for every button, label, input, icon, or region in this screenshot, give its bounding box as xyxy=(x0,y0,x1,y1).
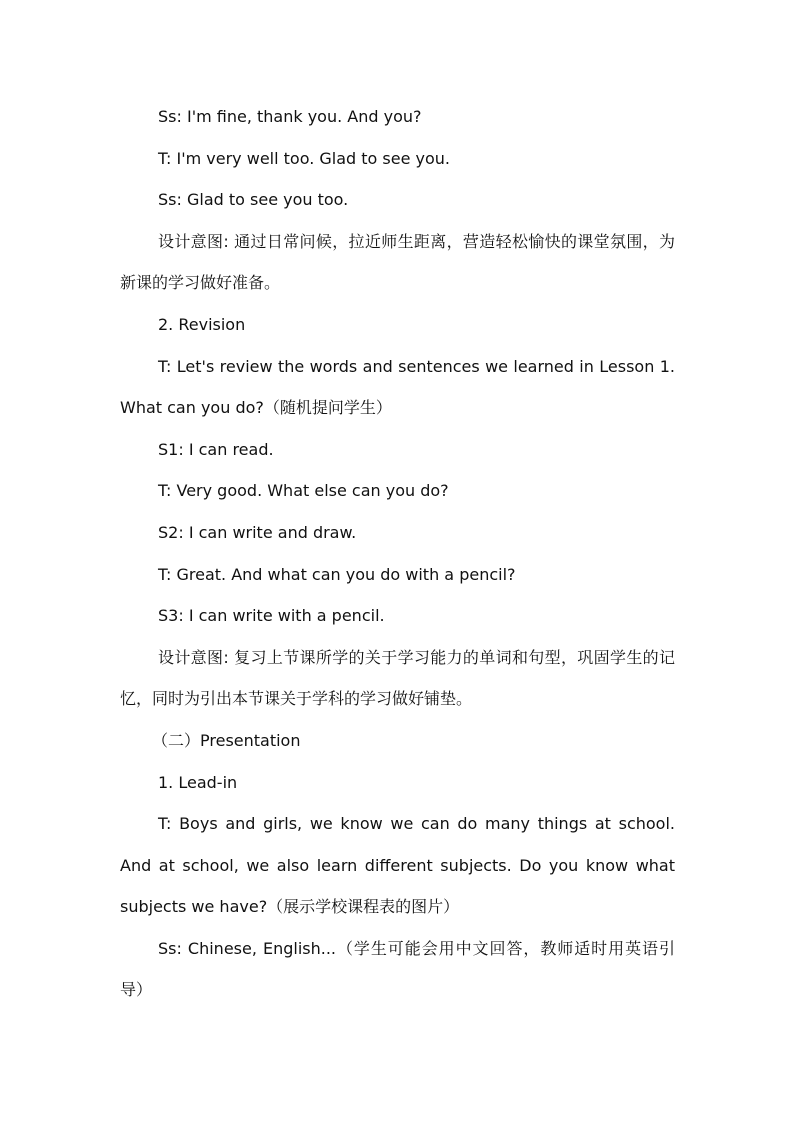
section-heading-presentation: （二）Presentation xyxy=(152,730,301,750)
design-intent-note: 设计意图: 复习上节课所学的关于学习能力的单词和句型，巩固学生的记忆，同时为引出本节课关于学科的学习做好铺垫。 xyxy=(120,647,675,709)
dialogue-line: T: Let's review the words and sentences we learned in Lesson 1. What can you do?（随机提问学生） xyxy=(120,356,675,418)
dialogue-line: T: Very good. What else can you do? xyxy=(158,481,449,501)
dialogue-line: T: I'm very well too. Glad to see you. xyxy=(158,148,451,168)
dialogue-line: T: Great. And what can you do with a pencil? xyxy=(158,564,516,584)
dialogue-line: Ss: Chinese, English...（学生可能会用中文回答，教师适时用英语引导） xyxy=(120,938,675,1000)
dialogue-line: S3: I can write with a pencil. xyxy=(158,606,385,626)
section-heading-revision: 2. Revision xyxy=(158,314,246,334)
dialogue-line: Ss: I'm fine, thank you. And you? xyxy=(158,107,422,126)
lesson-plan-body xyxy=(120,96,675,1011)
dialogue-line: Ss: Glad to see you too. xyxy=(158,190,349,210)
dialogue-line: T: Boys and girls, we know we can do many things at school. And at school, we also learn different subjects. Do you know what subjects we have?（展示学校课程表的图片） xyxy=(120,814,675,917)
dialogue-line: S2: I can write and draw. xyxy=(158,522,357,542)
section-heading-lead-in: 1. Lead-in xyxy=(158,772,238,792)
dialogue-line: S1: I can read. xyxy=(158,439,274,459)
design-intent-note: 设计意图: 通过日常问候，拉近师生距离，营造轻松愉快的课堂氛围，为新课的学习做好准备。 xyxy=(120,231,675,293)
